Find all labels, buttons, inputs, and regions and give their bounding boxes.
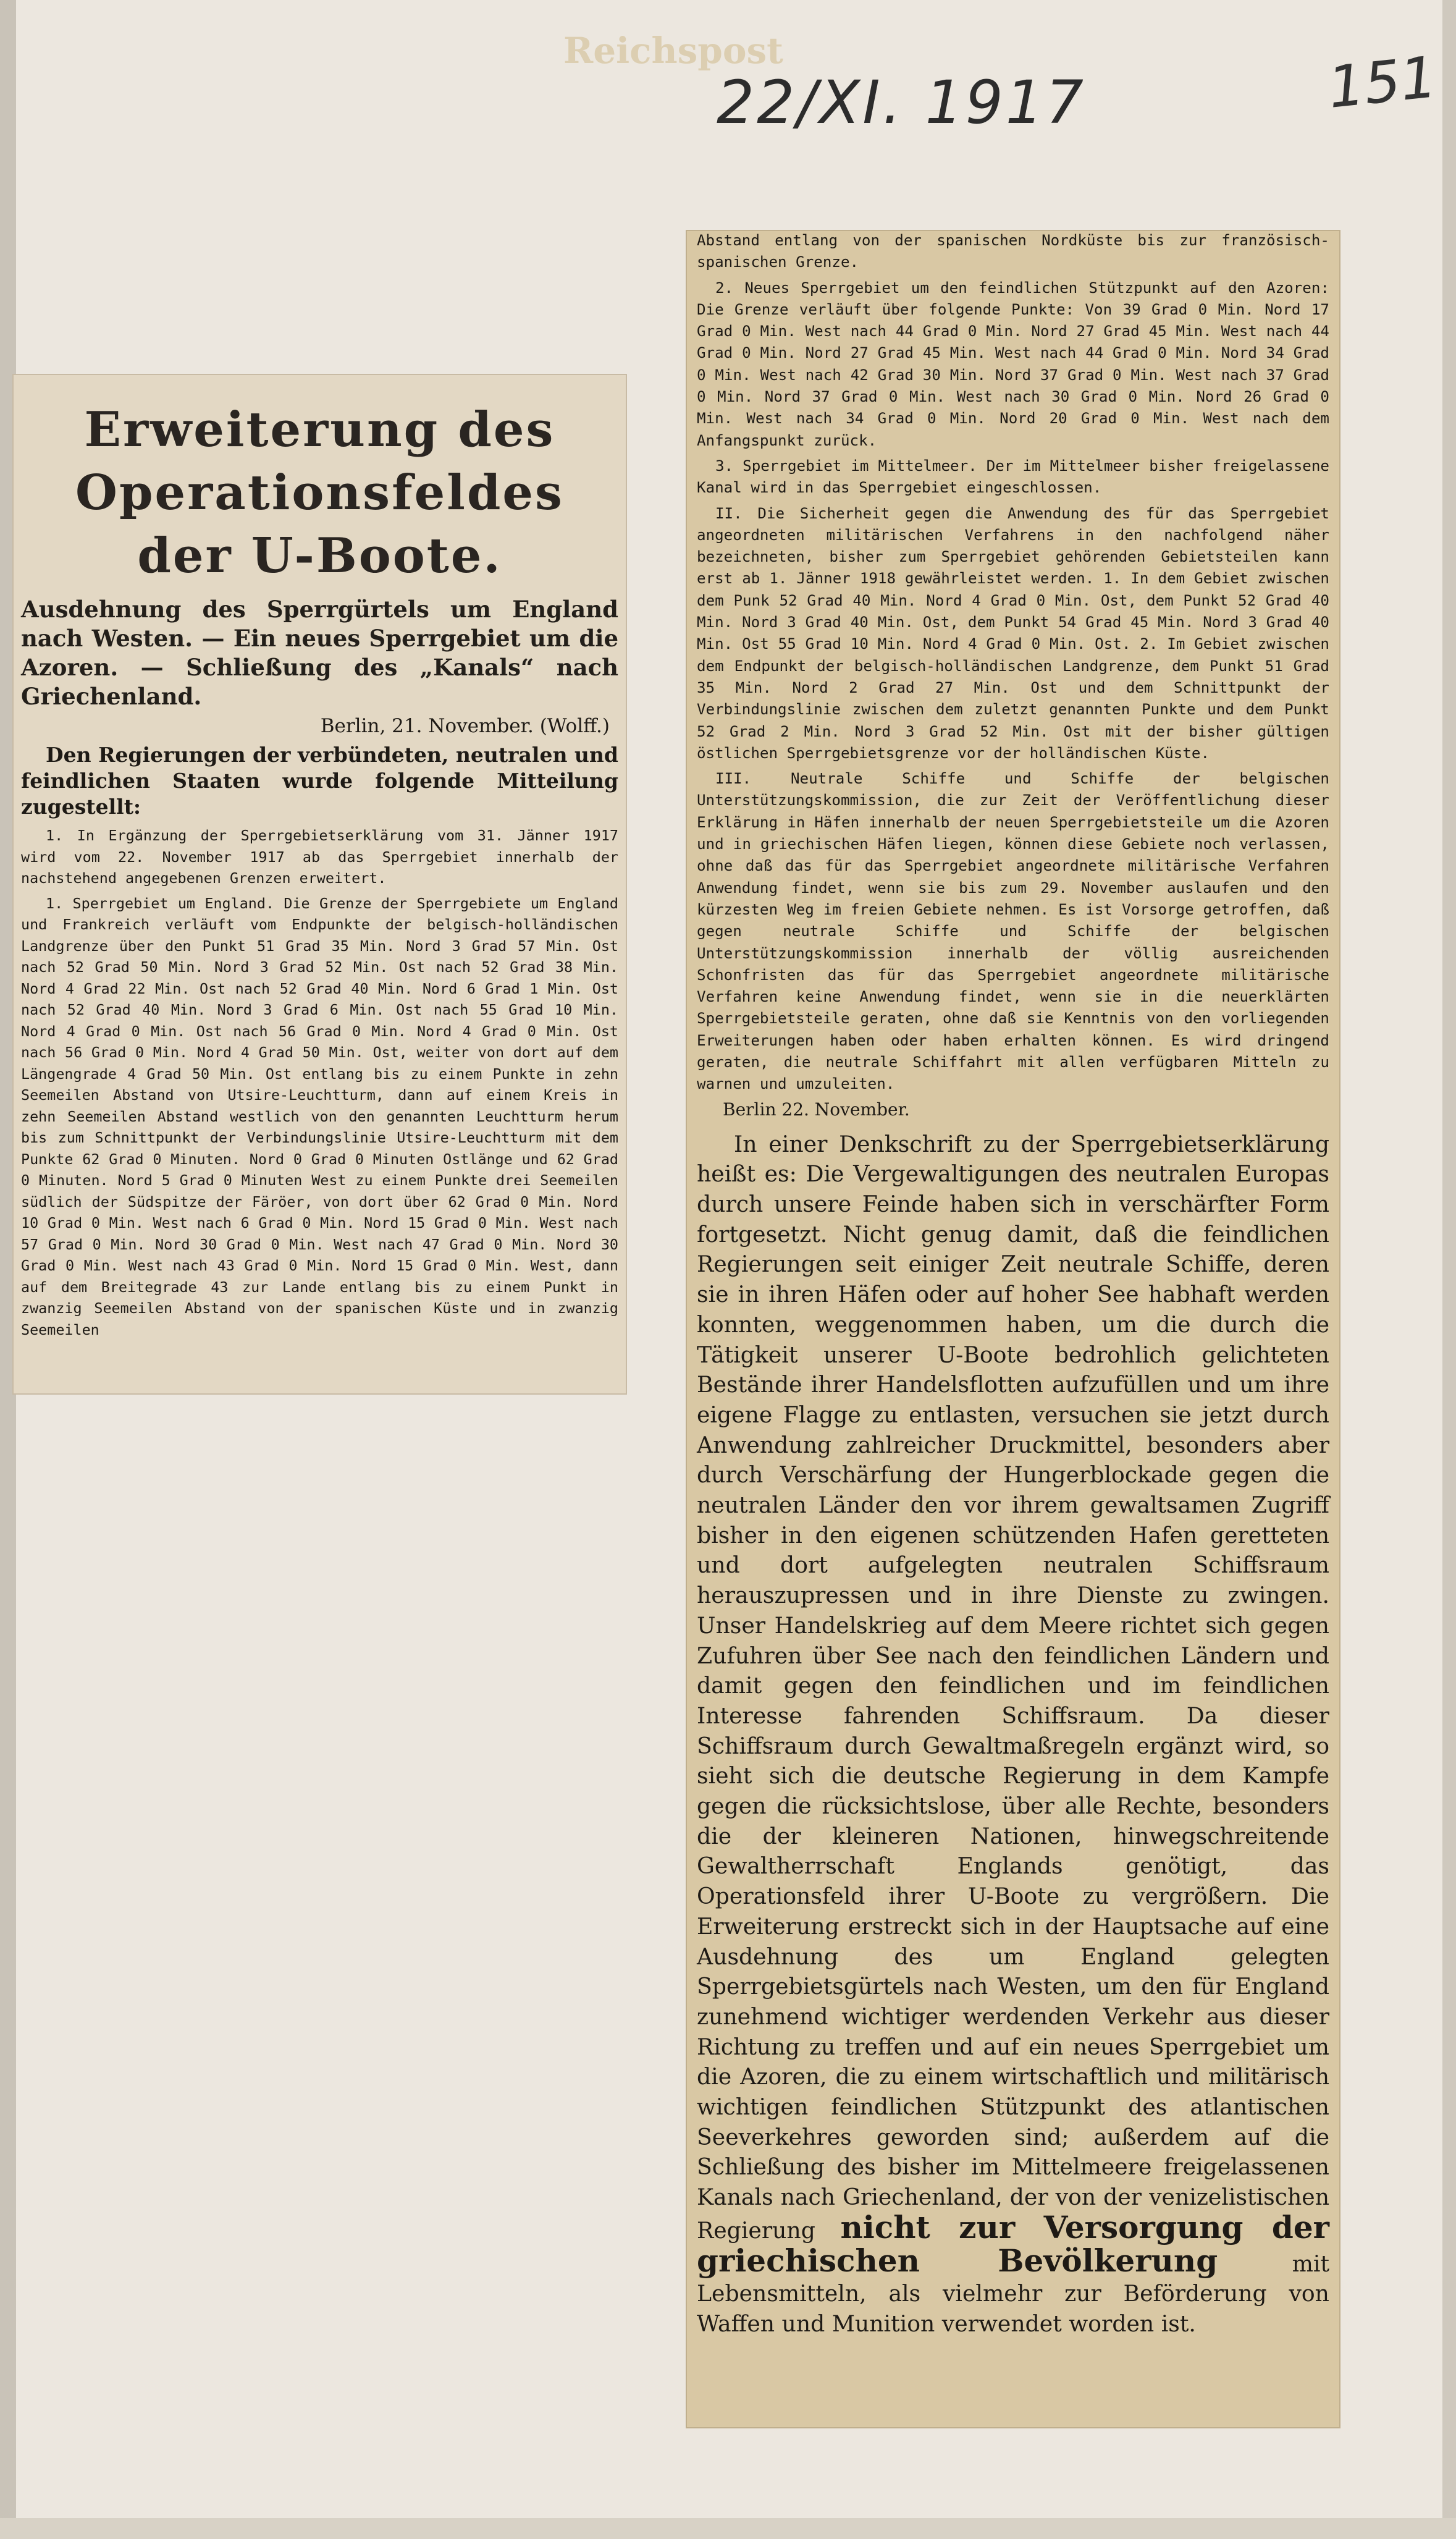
handwritten-date: 22/XI. 1917 [717,68,1086,137]
denkschrift-text: In einer Denkschrift zu der Sperrgebietserklärung heißt es: Die Vergewaltigungen des neutralen Europas durch unsere Feinde haben sich in verschärfter Form fortgesetzt. Nicht genug damit, daß die feindlichen Regierungen seit einiger Zeit neutrale Schiffe, deren sie in ihren Häfen oder auf hoher See habhaft werden konnten, weggenommen haben, um die durch die Tätigkeit unserer U-Boote bedrohlich gelichteten Bestände ihrer Handelsflotten aufzufüllen und um ihre eigene Flagge zu entlasten, versuchen sie jetzt durch Anwendung zahlreicher Druckmittel, besonders aber durch Verschärfung der Hungerblockade gegen die neutralen Länder den vor ihrem gewaltsamen Zugriff bisher in den eigenen schützenden Hafen geretteten und dort aufgelegten neutralen Schiffsraum herauszupressen und in ihre Dienste zu zwingen. Unser Handelskrieg auf dem Meere richtet sich gegen Zufuhren über See nach den feindlichen Ländern und damit gegen den feindlichen und im feindlichen Interesse fahrenden Schiffsraum. Da dieser Schiffsraum durch Gewaltmaßregeln ergänzt wird, so sieht sich die deutsche Regierung in dem Kampfe gegen die rücksichtslose, über alle Rechte, besonders die der kleineren Nationen, hinwegschreitende Gewaltherrschaft Englands genötigt, das Operationsfeld ihrer U-Boote zu vergrößern. Die Erweiterung erstreckt sich in der Hauptsache auf eine Ausdehnung des um England gelegten Sperrgebietsgürtels nach Westen, um den für England zunehmend wichtiger werdenden Verkehr aus dieser Richtung zu treffen und auf ein neues Sperrgebiet um die Azoren, die zu einem wirtschaftlich und militärisch wichtigen feindlichen Stützpunkt des atlantischen Seeverkehres geworden sind; außerdem auf die Schließung des bisher im Mittelmeere freigelassenen Kanals nach Griechenland, der von der venizelistischen Regierung [697,1130,1329,2244]
denkschrift-paragraph [697,1130,1329,2339]
article-subhead: Ausdehnung des Sperrgürtels um England nach Westen. — Ein neues Sperrgebiet um die Azoren. — Schließung des „Kanals“ nach Griechenland. [21,596,618,710]
article-paragraph: 1. Sperrgebiet um England. Die Grenze der Sperrgebiete um England und Frankreich verläuft vom Endpunkte der belgisch-holländischen Landgrenze über den Punkt 51 Grad 35 Min. Nord 3 Grad 57 Min. Ost nach 52 Grad 50 Min. Nord 3 Grad 52 Min. Ost nach 52 Grad 38 Min. Nord 4 Grad 22 Min. Ost nach 52 Grad 40 Min. Nord 6 Grad 1 Min. Ost nach 52 Grad 40 Min. Nord 3 Grad 6 Min. Ost nach 55 Grad 10 Min. Nord 4 Grad 0 Min. Ost nach 56 Grad 0 Min. Nord 4 Grad 0 Min. Ost nach 56 Grad 0 Min. Nord 4 Grad 50 Min. Ost, weiter von dort auf dem Längengrade 4 Grad 50 Min. Ost entlang bis zu einem Punkte in zehn Seemeilen Abstand von Utsire-Leuchtturm, dann auf einem Kreis in zehn Seemeilen Abstand westlich von den genannten Leuchtturm herum bis zum Schnittpunkt der Verbindungslinie Utsire-Leuchtturm mit dem Punkte 62 Grad 0 Minuten. Nord 0 Grad 0 Minuten Ostlänge und 62 Grad 0 Minuten. Nord 5 Grad 0 Minuten West zu einem Punkte drei Seemeilen südlich der Südspitze der Färöer, von dort über 62 Grad 0 Min. Nord 10 Grad 0 Min. West nach 6 Grad 0 Min. Nord 15 Grad 0 Min. West nach 57 Grad 0 Min. Nord 30 Grad 0 Min. West nach 47 Grad 0 Min. Nord 30 Grad 0 Min. West nach 43 Grad 0 Min. Nord 15 Grad 0 Min. West, dann auf dem Breitegrade 43 zur Lande entlang bis zu einem Punkt in zwanzig Seemeilen Abstand von der spanischen Küste und in zwanzig Seemeilen [21,894,618,1338]
article-paragraph: 1. In Ergänzung der Sperrgebietserklärung vom 31. Jänner 1917 wird vom 22. November 1917 ab das Sperrgebiet innerhalb der nachstehend angegebenen Grenzen erweitert. [21,827,618,887]
article-paragraph: Abstand entlang von der spanischen Nordküste bis zur französisch-spanischen Grenze. [697,232,1329,271]
article-intro: Den Regierungen der verbündeten, neutralen und feindlichen Staaten wurde folgende Mitteilung zugestellt: [21,743,618,819]
right-newspaper-clipping [686,230,1340,2428]
left-newspaper-clipping [12,374,627,1395]
scan-border-bottom [0,2518,1456,2539]
article-dateline: Berlin, 21. November. (Wolff.) [320,715,610,737]
emphasized-phrase: nicht zur Versorgung der griechischen Bevölkerung [697,2208,1329,2279]
article-paragraph: 3. Sperrgebiet im Mittelmeer. Der im Mittelmeer bisher freigelassene Kanal wird in das Sperrgebiet eingeschlossen. [697,457,1329,497]
denkschrift-ending: mit Lebensmitteln, als vielmehr zur Beförderung von Waffen und Munition verwendet worden ist. [697,2250,1329,2337]
article-headline: Erweiterung des Operationsfeldes der U-Boote. [75,402,564,584]
article-paragraph: 2. Neues Sperrgebiet um den feindlichen Stützpunkt auf den Azoren: Die Grenze verläuft über folgende Punkte: Von 39 Grad 0 Min. Nord 17 Grad 0 Min. West nach 44 Grad 0 Min. Nord 27 Grad 45 Min. West nach 44 Grad 0 Min. Nord 27 Grad 45 Min. West nach 44 Grad 0 Min. Nord 34 Grad 0 Min. West nach 42 Grad 30 Min. Nord 37 Grad 0 Min. West nach 37 Grad 0 Min. Nord 37 Grad 0 Min. West nach 30 Grad 0 Min. Nord 26 Grad 0 Min. West nach 34 Grad 0 Min. Nord 20 Grad 0 Min. West nach dem Anfangspunkt zurück. [697,279,1329,449]
scan-border-right [1442,0,1456,2539]
newspaper-masthead-stamp: Reichspost [563,30,783,72]
article-signoff: Berlin 22. November. [723,1099,910,1120]
article-paragraph: III. Neutrale Schiffe und Schiffe der belgischen Unterstützungskommission, die zur Zeit der Veröffentlichung dieser Erklärung in Häfen innerhalb der neuen Sperrgebietsteile um die Azoren und in griechischen Häfen liegen, können diese Gebiete noch verlassen, ohne daß das für das Sperrgebiet angeordnete militärische Verfahren Anwendung findet, wenn sie bis zum 29. November auslaufen und den kürzesten Weg im freien Gebiete nehmen. Es ist Vorsorge getroffen, daß gegen neutrale Schiffe und Schiffe der belgischen Unterstützungskommission innerhalb der völlig ausreichenden Schonfristen das für das Sperrgebiet angeordnete militärische Verfahren keine Anwendung findet, wenn sie in die neuerklärten Sperrgebietsteile geraten, ohne daß sie Kenntnis von den vorliegenden Erweiterungen haben oder haben erhalten können. Es wird dringend geraten, die neutrale Schiffahrt mit allen verfügbaren Mitteln zu warnen und umzuleiten. [697,770,1329,1093]
handwritten-folio-number: 151 [1324,44,1440,121]
article-paragraph: II. Die Sicherheit gegen die Anwendung des für das Sperrgebiet angeordneten militärischen Verfahrens in den nachfolgend näher bezeichneten, bisher zum Sperrgebiet gehörenden Gebietsteilen kann erst ab 1. Jänner 1918 gewährleistet werden. 1. In dem Gebiet zwischen dem Punk 52 Grad 40 Min. Nord 4 Grad 0 Min. Ost, dem Punkt 52 Grad 40 Min. Nord 3 Grad 40 Min. Ost, dem Punkt 54 Grad 45 Min. Nord 3 Grad 40 Min. Ost 55 Grad 10 Min. Nord 4 Grad 0 Min. Ost. 2. Im Gebiet zwischen dem Endpunkt der belgisch-holländischen Landgrenze, dem Punkt 51 Grad 35 Min. Nord 2 Grad 27 Min. Ost und dem Schnittpunkt der Verbindungslinie zwischen dem zuletzt genannten Punkte und dem Punkt 52 Grad 2 Min. Nord 3 Grad 52 Min. Ost mit der bisher gültigen östlichen Sperrgebietsgrenze vor der holländischen Küste. [697,504,1329,762]
